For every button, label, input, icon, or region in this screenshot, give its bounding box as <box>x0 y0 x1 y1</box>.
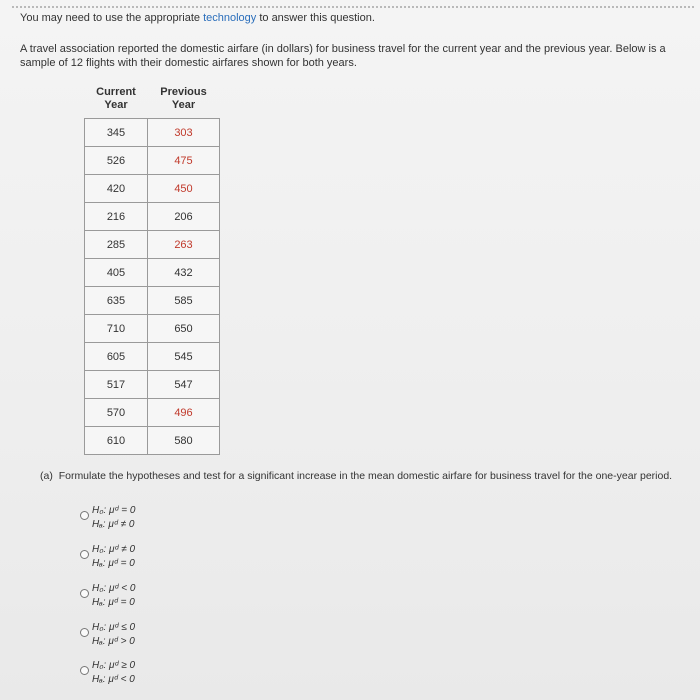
part-a-question <box>40 469 680 483</box>
table-row <box>85 399 220 427</box>
intro-prefix: You may need to use the appropriate <box>20 12 204 24</box>
cell-current: 570 <box>85 399 148 427</box>
cell-previous: 432 <box>148 259 220 287</box>
radio-button[interactable] <box>80 511 89 520</box>
cell-current: 420 <box>85 175 148 203</box>
intro-line <box>20 12 375 24</box>
radio-button[interactable] <box>80 628 89 637</box>
table-header-row <box>85 80 220 119</box>
cell-previous: 496 <box>148 399 220 427</box>
cell-previous: 580 <box>148 427 220 455</box>
cell-previous: 475 <box>148 147 220 175</box>
alt-hypothesis: Hₐ: μᵈ > 0 <box>92 636 135 647</box>
radio-button[interactable] <box>80 550 89 559</box>
table-row <box>85 287 220 315</box>
null-hypothesis: H₀: μᵈ = 0 <box>92 505 136 516</box>
part-a-label: (a) <box>40 470 53 482</box>
header-previous-year: Previous Year <box>160 86 207 111</box>
null-hypothesis: H₀: μᵈ < 0 <box>92 583 136 594</box>
cell-current: 605 <box>85 343 148 371</box>
radio-button[interactable] <box>80 666 89 675</box>
airfare-table <box>84 80 220 455</box>
cell-current: 710 <box>85 315 148 343</box>
table-row <box>85 175 220 203</box>
table-row <box>85 147 220 175</box>
table-row <box>85 259 220 287</box>
alt-hypothesis: Hₐ: μᵈ = 0 <box>92 558 135 569</box>
cell-current: 517 <box>85 371 148 399</box>
alt-hypothesis: Hₐ: μᵈ < 0 <box>92 674 135 685</box>
cell-previous: 450 <box>148 175 220 203</box>
cell-current: 285 <box>85 231 148 259</box>
cell-previous: 650 <box>148 315 220 343</box>
cell-previous: 263 <box>148 231 220 259</box>
top-divider <box>12 6 694 8</box>
cell-previous: 206 <box>148 203 220 231</box>
alt-hypothesis: Hₐ: μᵈ ≠ 0 <box>92 519 135 530</box>
alt-hypothesis: Hₐ: μᵈ = 0 <box>92 597 135 608</box>
table-row <box>85 315 220 343</box>
cell-current: 216 <box>85 203 148 231</box>
radio-button[interactable] <box>80 589 89 598</box>
table-row <box>85 231 220 259</box>
problem-statement: A travel association reported the domestic airfare (in dollars) for business travel for the current year and the previous year. Below is a sample of 12 flights with their domestic airfares shown for both years. <box>20 43 666 69</box>
cell-current: 405 <box>85 259 148 287</box>
part-a-text: Formulate the hypotheses and test for a significant increase in the mean domestic airfare for business travel for the one-year period. <box>58 470 673 482</box>
header-current-year: Current Year <box>96 86 136 111</box>
cell-previous: 585 <box>148 287 220 315</box>
table-row <box>85 427 220 455</box>
cell-current: 635 <box>85 287 148 315</box>
cell-previous: 303 <box>148 119 220 147</box>
cell-current: 610 <box>85 427 148 455</box>
intro-suffix: to answer this question. <box>256 12 375 24</box>
cell-previous: 545 <box>148 343 220 371</box>
table-row <box>85 119 220 147</box>
null-hypothesis: H₀: μᵈ ≤ 0 <box>92 622 136 633</box>
cell-current: 526 <box>85 147 148 175</box>
null-hypothesis: H₀: μᵈ ≠ 0 <box>92 544 136 555</box>
table-row <box>85 203 220 231</box>
table-row <box>85 371 220 399</box>
null-hypothesis: H₀: μᵈ ≥ 0 <box>92 660 136 671</box>
technology-link[interactable]: technology <box>203 12 257 24</box>
cell-current: 345 <box>85 119 148 147</box>
table-row <box>85 343 220 371</box>
cell-previous: 547 <box>148 371 220 399</box>
